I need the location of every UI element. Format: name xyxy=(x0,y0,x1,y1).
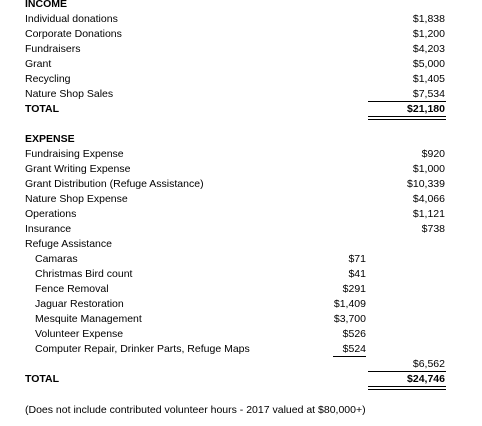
income-amount: $1,405 xyxy=(412,73,445,85)
expense-label: Grant Writing Expense xyxy=(25,163,131,175)
refuge-amount: $524 xyxy=(342,343,366,355)
refuge-row xyxy=(0,342,482,357)
expense-row xyxy=(0,222,482,237)
refuge-row xyxy=(0,252,482,267)
refuge-amount: $291 xyxy=(342,283,366,295)
expense-label: Fundraising Expense xyxy=(25,148,124,160)
refuge-label: Christmas Bird count xyxy=(35,268,133,280)
refuge-amount: $526 xyxy=(342,328,366,340)
expense-row xyxy=(0,162,482,177)
refuge-amount: $41 xyxy=(348,268,366,280)
income-total-amount: $21,180 xyxy=(407,103,445,115)
expense-total-row xyxy=(0,372,482,387)
expense-label: Nature Shop Expense xyxy=(25,193,128,205)
refuge-amount: $3,700 xyxy=(333,313,366,325)
refuge-label: Mesquite Management xyxy=(35,313,142,325)
income-row xyxy=(0,87,482,102)
income-amount: $4,203 xyxy=(412,43,445,55)
expense-amount: $4,066 xyxy=(412,193,445,205)
refuge-subtotal-row xyxy=(0,357,482,372)
expense-amount: $1,121 xyxy=(412,208,445,220)
refuge-label: Fence Removal xyxy=(35,283,109,295)
income-label: Corporate Donations xyxy=(25,28,122,40)
income-total-double-rule xyxy=(368,116,446,120)
income-amount: $5,000 xyxy=(412,58,445,70)
income-amount: $1,200 xyxy=(412,28,445,40)
refuge-subtotal-amount: $6,562 xyxy=(412,358,445,370)
expense-amount: $920 xyxy=(421,148,445,160)
refuge-label: Computer Repair, Drinker Parts, Refuge Maps xyxy=(35,343,250,355)
income-row xyxy=(0,12,482,27)
income-row xyxy=(0,57,482,72)
expense-total-label: TOTAL xyxy=(25,373,60,385)
expense-row xyxy=(0,207,482,222)
income-amount: $7,534 xyxy=(412,88,445,100)
income-row xyxy=(0,42,482,57)
income-label: Nature Shop Sales xyxy=(25,88,114,100)
income-total-row xyxy=(0,102,482,117)
expense-amount: $1,000 xyxy=(412,163,445,175)
income-amount: $1,838 xyxy=(412,13,445,25)
refuge-amount: $71 xyxy=(348,253,366,265)
refuge-label: Jaguar Restoration xyxy=(35,298,124,310)
expense-amount: $10,339 xyxy=(407,178,445,190)
expense-amount: $738 xyxy=(421,223,445,235)
expense-label: Grant Distribution (Refuge Assistance) xyxy=(25,178,204,190)
expense-row xyxy=(0,192,482,207)
expense-total-amount: $24,746 xyxy=(407,373,445,385)
refuge-amount: $1,409 xyxy=(333,298,366,310)
refuge-assistance-label: Refuge Assistance xyxy=(25,238,112,250)
expense-total-double-rule xyxy=(368,386,446,390)
expense-row xyxy=(0,177,482,192)
expense-row xyxy=(0,147,482,162)
refuge-row xyxy=(0,267,482,282)
footnote: (Does not include contributed volunteer hours - 2017 valued at $80,000+) xyxy=(25,404,366,416)
income-label: Grant xyxy=(25,58,52,70)
income-row xyxy=(0,27,482,42)
refuge-row xyxy=(0,312,482,327)
refuge-row xyxy=(0,327,482,342)
refuge-row xyxy=(0,297,482,312)
expense-heading: EXPENSE xyxy=(25,133,75,145)
income-heading: INCOME xyxy=(25,0,67,10)
expense-label: Insurance xyxy=(25,223,72,235)
income-label: Recycling xyxy=(25,73,71,85)
expense-label: Operations xyxy=(25,208,77,220)
income-label: Individual donations xyxy=(25,13,118,25)
income-label: Fundraisers xyxy=(25,43,81,55)
income-total-label: TOTAL xyxy=(25,103,60,115)
refuge-label: Volunteer Expense xyxy=(35,328,124,340)
refuge-label: Camaras xyxy=(35,253,78,265)
refuge-row xyxy=(0,282,482,297)
income-row xyxy=(0,72,482,87)
